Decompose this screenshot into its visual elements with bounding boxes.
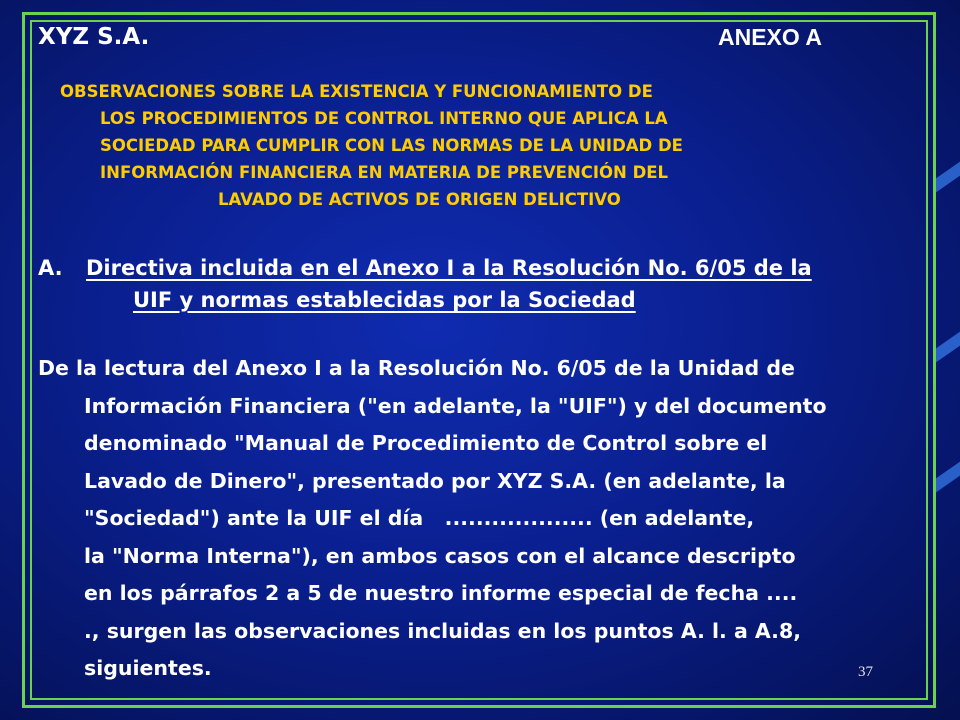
company-name: XYZ S.A. [38, 24, 150, 50]
page-number: 37 [858, 664, 873, 680]
section-a-line1: Directiva incluida en el Anexo I a la Resolución No. 6/05 de la [86, 256, 812, 280]
observations-title-line: SOCIEDAD PARA CUMPLIR CON LAS NORMAS DE LA UNIDAD DE [100, 136, 683, 155]
decorative-stripe [936, 462, 960, 493]
section-letter: A. [38, 256, 63, 280]
body-line: "Sociedad") ante la UIF el día ................... (en adelante, [84, 506, 755, 530]
body-line: Lavado de Dinero", presentado por XYZ S.A. (en adelante, la [84, 468, 786, 493]
observations-title-line: OBSERVACIONES SOBRE LA EXISTENCIA Y FUNCIONAMIENTO DE [60, 82, 653, 101]
section-a-heading [38, 252, 812, 316]
annex-label: ANEXO A [718, 24, 822, 50]
observations-title-line: LOS PROCEDIMIENTOS DE CONTROL INTERNO QUE APLICA LA [100, 109, 668, 128]
observations-title-line: LAVADO DE ACTIVOS DE ORIGEN DELICTIVO [218, 190, 621, 209]
body-line: siguientes. [84, 656, 212, 680]
body-paragraph [38, 350, 938, 688]
decorative-stripe [936, 162, 960, 193]
decorative-stripe [936, 332, 960, 363]
section-a-line2: UIF y normas establecidas por la Sociedad [133, 288, 636, 312]
body-line: denominado "Manual de Procedimiento de Control sobre el [84, 431, 768, 455]
body-line: De la lectura del Anexo I a la Resolución No. 6/05 de la Unidad de [38, 356, 795, 380]
body-line: Información Financiera ("en adelante, la "UIF") y del documento [84, 393, 827, 418]
body-line: ., surgen las observaciones incluidas en los puntos A. l. a A.8, [84, 618, 802, 643]
observations-title [60, 78, 910, 213]
observations-title-line: INFORMACIÓN FINANCIERA EN MATERIA DE PREVENCIÓN DEL [100, 163, 669, 182]
body-line: la "Norma Interna"), en ambos casos con el alcance descripto [84, 543, 796, 568]
body-line: en los párrafos 2 a 5 de nuestro informe especial de fecha .... [84, 581, 798, 605]
